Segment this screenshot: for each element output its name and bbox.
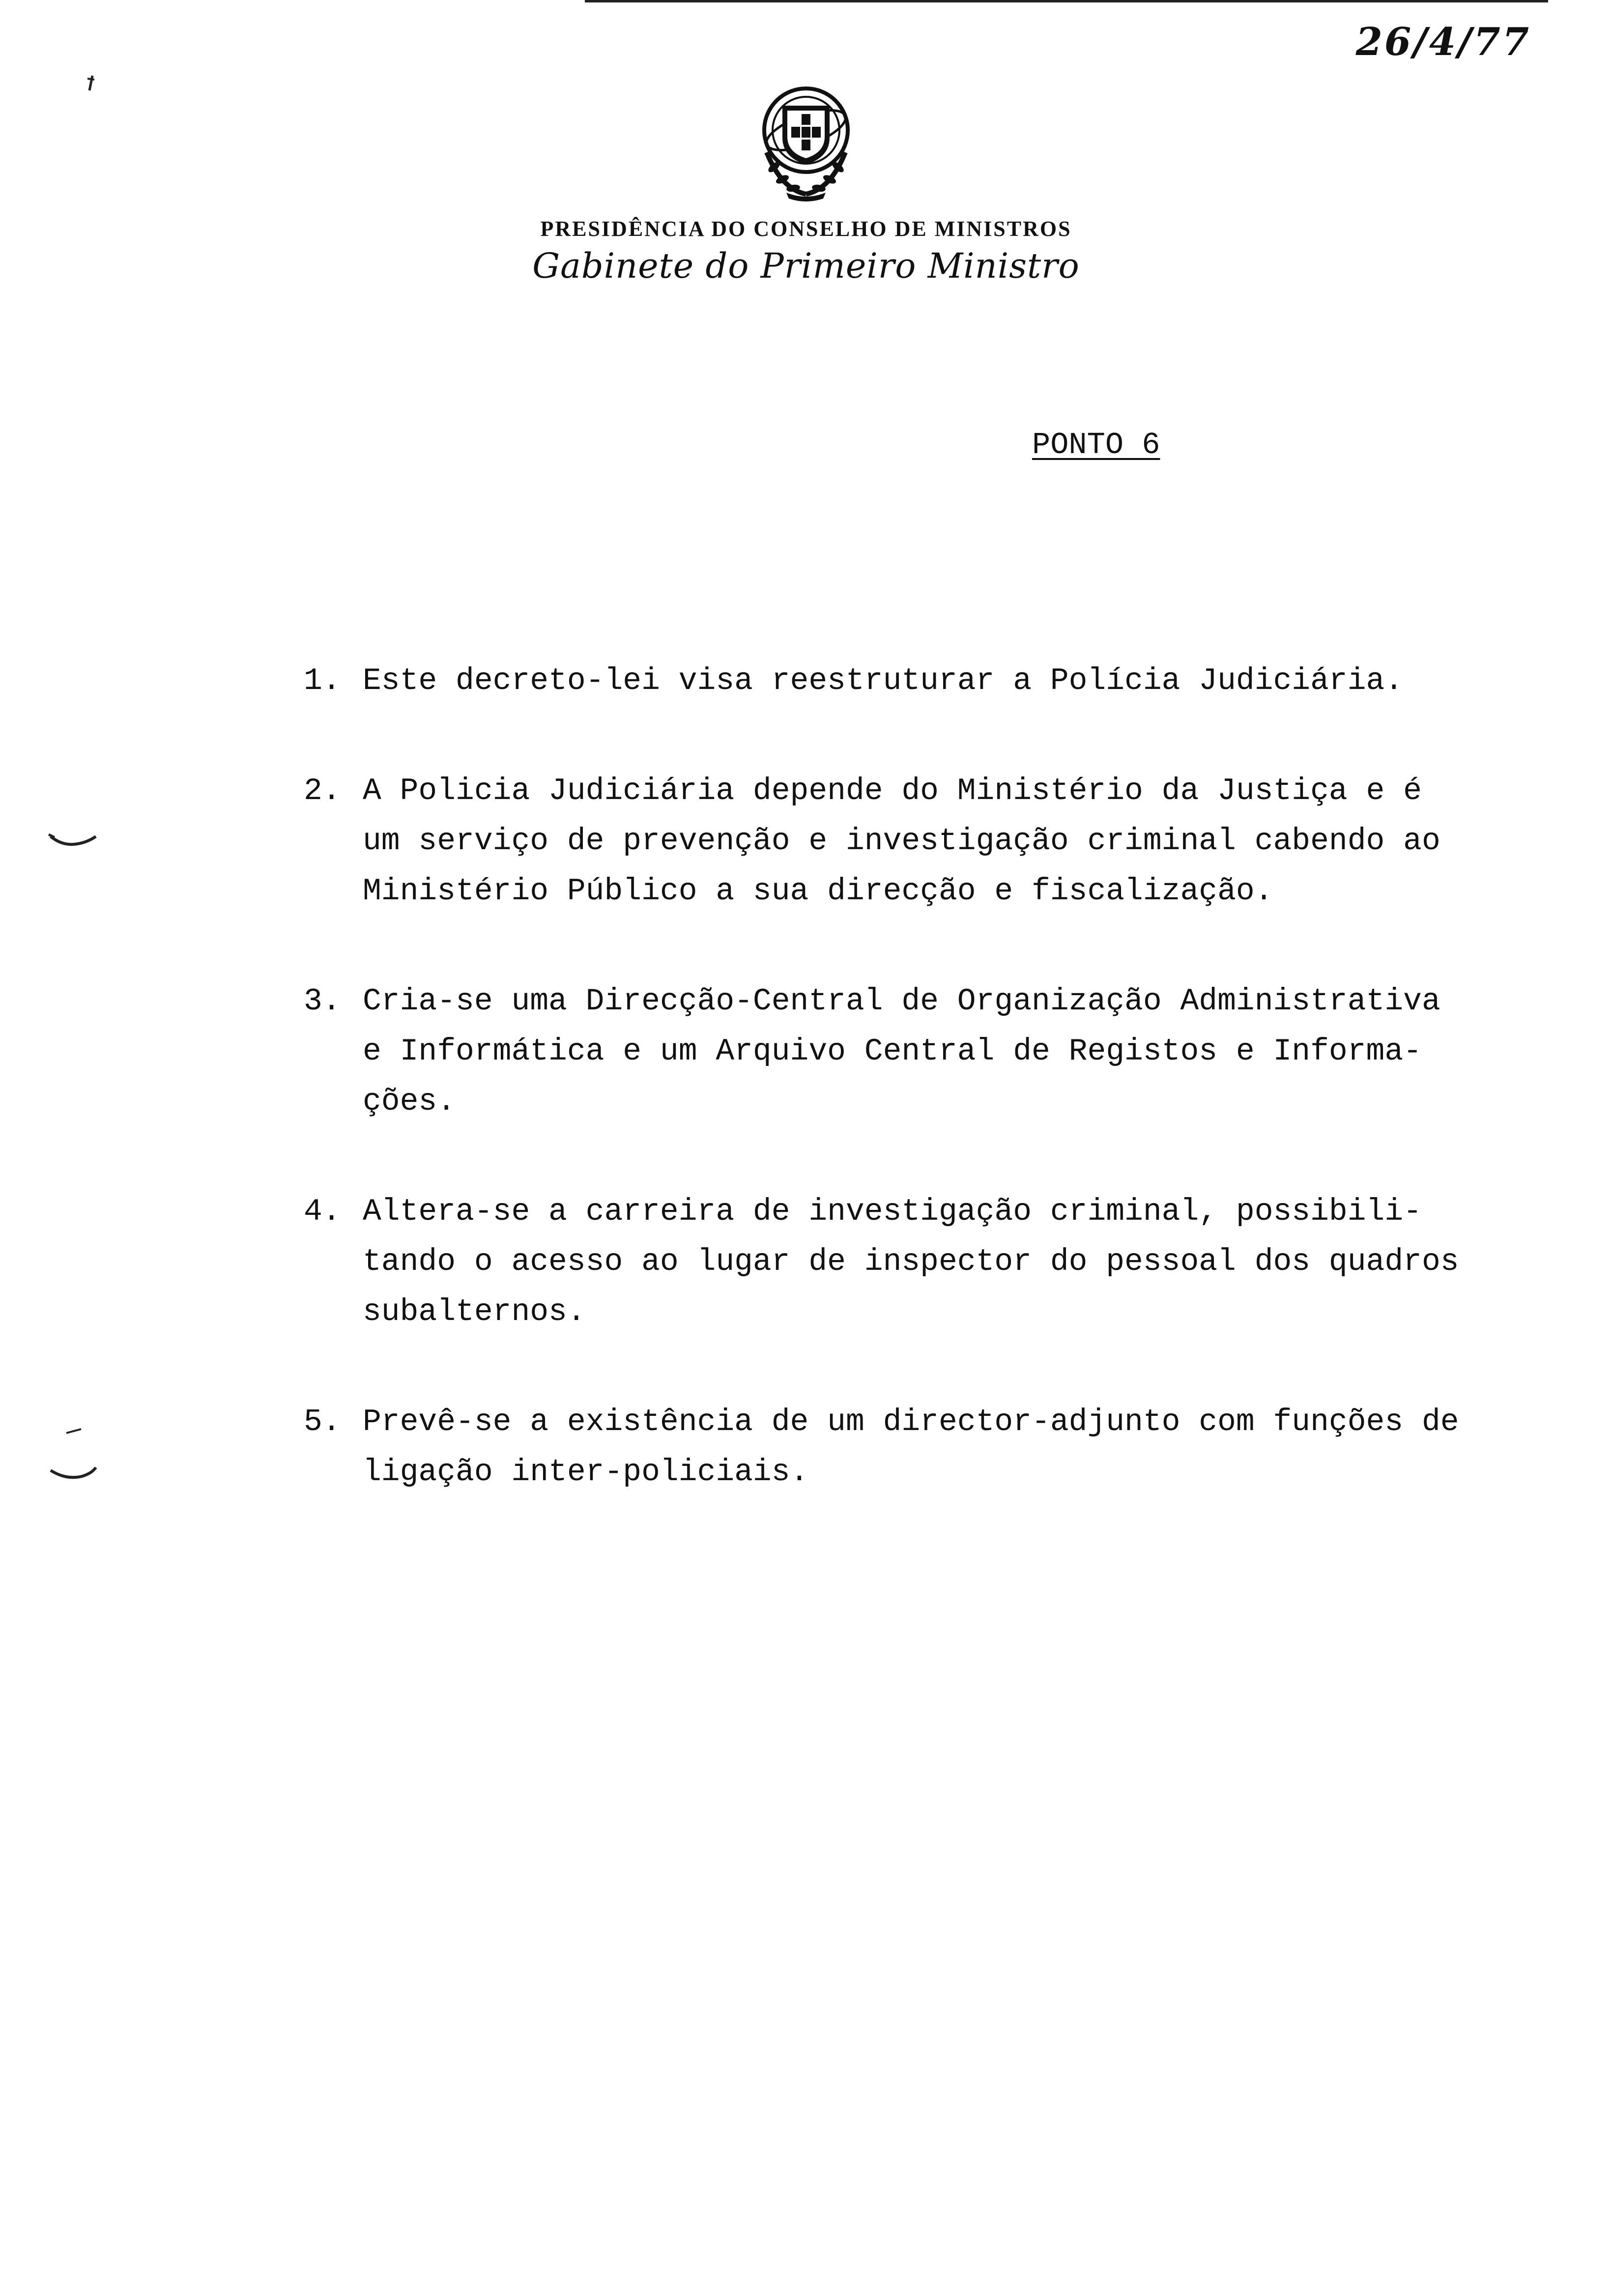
item-number: 1.	[304, 663, 341, 698]
item-number: 4.	[304, 1194, 341, 1229]
stray-mark-icon	[84, 74, 98, 93]
list-item	[304, 1397, 1572, 1497]
item-text: Cria-se uma Direcção-Central de Organização Administrativa e Informática e um Arquivo Central de Registos e Informa- ções.	[363, 984, 1440, 1119]
heading-text: PONTO 6	[1032, 428, 1160, 462]
list-item	[304, 766, 1572, 917]
top-border-line	[585, 0, 1548, 2]
list-item	[304, 1187, 1572, 1337]
item-text: Prevê-se a existência de um director-adjunto com funções de ligação inter-policiais.	[363, 1405, 1459, 1490]
item-text: Este decreto-lei visa reestruturar a Polícia Judiciária.	[363, 663, 1404, 698]
item-number: 3.	[304, 984, 341, 1019]
organization-name: PRESIDÊNCIA DO CONSELHO DE MINISTROS	[540, 217, 1072, 241]
punch-hole-mark-icon	[47, 1425, 101, 1484]
item-text: A Policia Judiciária depende do Ministério da Justiça e é um serviço de prevenção e investigação criminal cabendo ao Ministério Público a sua direcção e fiscalização.	[363, 774, 1440, 909]
list-item	[304, 976, 1572, 1127]
handwritten-date: 26/4/77	[1355, 20, 1531, 64]
punch-hole-mark-icon	[47, 831, 101, 860]
cabinet-name: Gabinete do Primeiro Ministro	[532, 246, 1080, 286]
item-number: 2.	[304, 774, 341, 808]
section-heading	[1032, 428, 1160, 462]
item-number: 5.	[304, 1405, 341, 1439]
item-text: Altera-se a carreira de investigação criminal, possibili- tando o acesso ao lugar de inspector do pessoal dos quadros subalternos.	[363, 1194, 1459, 1329]
point-list	[304, 656, 1572, 1557]
coat-of-arms-icon	[752, 84, 860, 201]
list-item	[304, 656, 1572, 706]
